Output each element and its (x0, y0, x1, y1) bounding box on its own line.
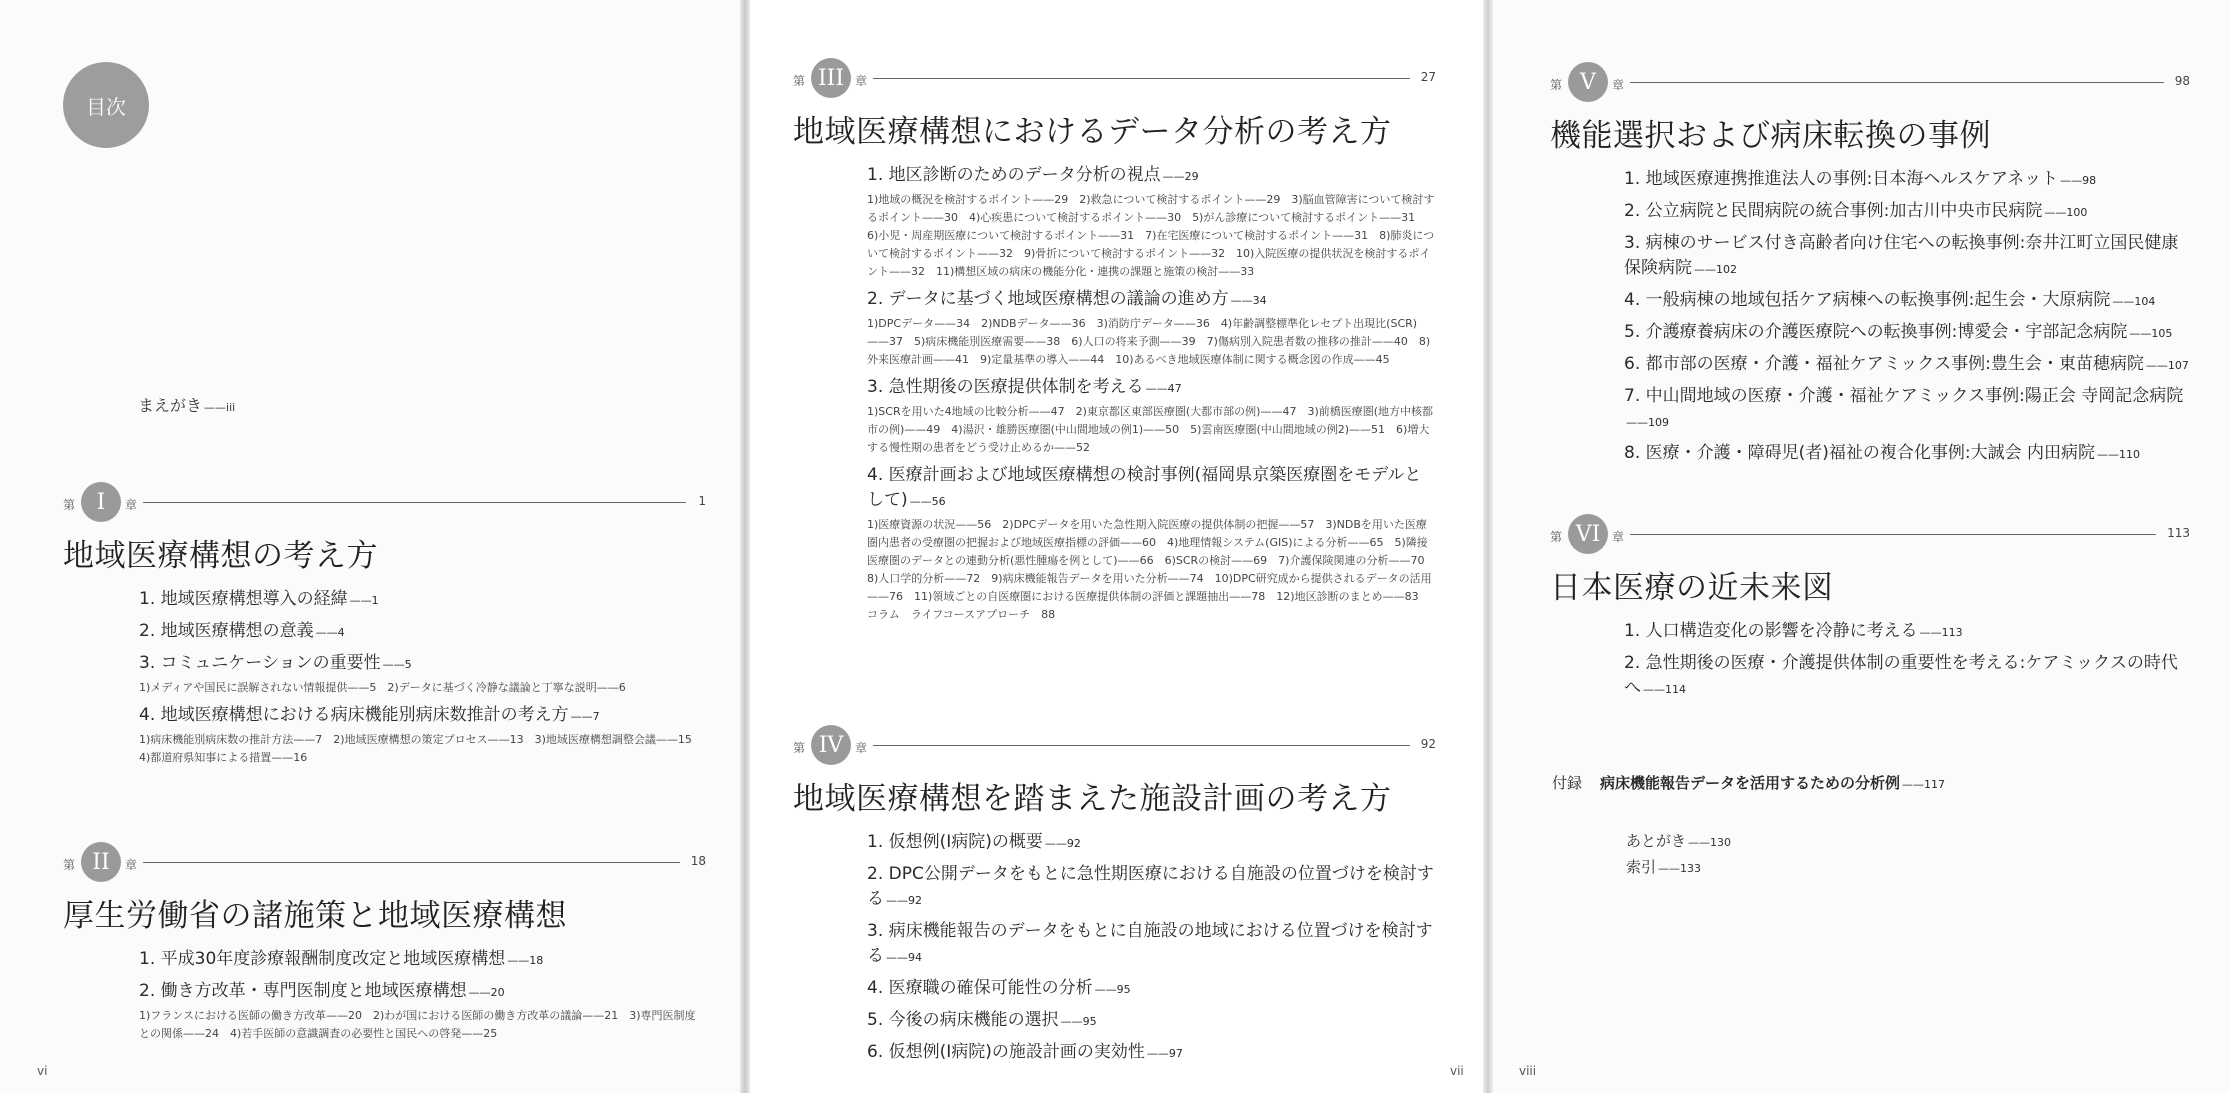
chapter-prefix: 第 (63, 498, 76, 512)
entry-label: 7. 中山間地域の医療・介護・福祉ケアミックス事例:陽正会 寺岡記念病院 (1624, 386, 2184, 406)
section-list (867, 830, 1436, 1066)
entry-page: 7 (592, 710, 600, 723)
chapter-suffix: 章 (125, 858, 138, 872)
toc-entry[interactable]: 1. 平成30年度診療報酬制度改定と地域医療構想 ——18 (139, 949, 544, 969)
toc-entry[interactable]: 4. 地域医療構想における病床機能別病床数推計の考え方 ——7 (139, 705, 600, 725)
entry-label: 3. 病棟のサービス付き高齢者向け住宅への転換事例:奈井江町立国民健康保険病院 (1624, 233, 2179, 278)
toc-entry-sakuin[interactable]: 索引 ——133 (1626, 858, 1702, 876)
chapter-suffix: 章 (125, 498, 138, 512)
subsection-list: 1)医療資源の状況——56 2)DPCデータを用いた急性期入院医療の提供体制の把握——57 3)NDBを用いた医療圏内患者の受療圏の把握および地域医療指標の評価——60 4)地理情報システム(GIS)による分析——65 5)隣接医療圏のデータとの連動分析(悪性腫瘍を例として)——66 6)SCRの検討——69 7)介護保険関連の分析——70 8)人口学的分析——72 9)病床機能報告データを用いた分析——74 10)DPC研究成から提供されるデータの活用——76 11)領域ごとの自医療圏における医療提供体制の評価と課題抽出——78 12)地区診断のまとめ——83 コラム ライフコースアプローチ 88 (867, 518, 1436, 621)
subsection-list: 1)病床機能別病床数の推計方法——7 2)地域医療構想の策定プロセス——13 3)地域医療構想調整会議——15 4)都道府県知事による措置——16 (139, 733, 703, 764)
entry-page: 95 (1082, 1015, 1097, 1028)
entry-page: 130 (1710, 836, 1732, 849)
toc-entry[interactable]: 2. 急性期後の医療・介護提供体制の重要性を考える:ケアミックスの時代へ ——114 (1624, 653, 2178, 698)
toc-entry[interactable]: 8. 医療・介護・障碍児(者)福祉の複合化事例:大誠会 内田病院 ——110 (1624, 443, 2141, 463)
entry-page: 34 (1252, 294, 1267, 307)
toc-entry[interactable]: 5. 今後の病床機能の選択 ——95 (867, 1010, 1097, 1030)
toc-entry[interactable]: 1. 人口構造変化の影響を冷静に考える ——113 (1624, 621, 1963, 641)
chapter-rule (1630, 534, 2156, 535)
entry-label: 2. DPC公開データをもとに急性期医療における自施設の位置づけを検討する (867, 864, 1434, 909)
toc-entry[interactable]: 6. 都市部の医療・介護・福祉ケアミックス事例:豊生会・東苗穂病院 ——107 (1624, 354, 2189, 374)
entry-label: 2. データに基づく地域医療構想の議論の進め方 (867, 289, 1229, 309)
chapter-number: I (96, 489, 106, 515)
toc-entry[interactable]: 1. 地域医療連携推進法人の事例:日本海ヘルスケアネット ——98 (1624, 169, 2097, 189)
entry-page: 107 (2167, 359, 2189, 372)
entry-page: 4 (337, 626, 345, 639)
page-gutter (1483, 0, 1493, 1093)
entry-label: 2. 公立病院と民間病院の統合事例:加古川中央市民病院 (1624, 201, 2043, 221)
entry-label: 6. 都市部の医療・介護・福祉ケアミックス事例:豊生会・東苗穂病院 (1624, 354, 2144, 374)
chapter-number-badge (811, 58, 851, 98)
entry-page: 56 (931, 495, 946, 508)
entry-page: 29 (1184, 170, 1199, 183)
section-list (139, 947, 706, 1043)
chapter-number-badge (811, 725, 851, 765)
entry-label: 1. 人口構造変化の影響を冷静に考える (1624, 621, 1918, 641)
chapter-6 (1550, 514, 2190, 702)
toc-entry[interactable]: 5. 介護療養病床の介護医療院への転換事例:博愛会・宇部記念病院 ——105 (1624, 322, 2173, 342)
chapter-prefix: 第 (1550, 78, 1563, 92)
entry-label: まえがき (138, 396, 203, 415)
toc-entry[interactable]: 3. 病床機能報告のデータをもとに自施設の地域における位置づけを検討する ——94 (867, 921, 1433, 966)
chapter-title[interactable]: 地域医療構想におけるデータ分析の考え方 (793, 114, 1392, 150)
chapter-number-badge (81, 842, 121, 882)
toc-entry[interactable]: 7. 中山間地域の医療・介護・福祉ケアミックス事例:陽正会 寺岡記念病院——109 (1624, 386, 2184, 429)
chapter-title[interactable]: 地域医療構想を踏まえた施設計画の考え方 (793, 781, 1392, 817)
toc-entry[interactable]: 2. 公立病院と民間病院の統合事例:加古川中央市民病院 ——100 (1624, 201, 2088, 221)
chapter-rule (143, 862, 680, 863)
toc-entry[interactable]: 2. データに基づく地域医療構想の議論の進め方 ——34 (867, 289, 1267, 309)
entry-page: 97 (1168, 1047, 1183, 1060)
subsection-list: 1)地域の概況を検討するポイント——29 2)救急について検討するポイント——29 3)脳血管障害について検討するポイント——30 4)心疾患について検討するポイント——30 5)がん診療について検討するポイント——31 6)小児・周産期医療について検討するポイント——31 7)在宅医療について検討するポイント——31 8)肺炎について検討するポイント——32 9)骨折について検討するポイント——32 10)入院医療の提供状況を検討するポイント——32 11)構想区域の病床の機能分化・連携の課題と施策の検討——33 (867, 193, 1435, 278)
entry-label: 3. 病床機能報告のデータをもとに自施設の地域における位置づけを検討する (867, 921, 1433, 966)
entry-page: 113 (1941, 626, 1963, 639)
chapter-prefix: 第 (1550, 530, 1563, 544)
folio-middle: vii (1450, 1064, 1464, 1078)
entry-page: 47 (1167, 382, 1182, 395)
entry-page: 92 (908, 894, 922, 907)
entry-page: 100 (2066, 206, 2088, 219)
chapter-page: 27 (1420, 70, 1436, 84)
entry-page: iii (226, 401, 236, 414)
entry-label: 5. 今後の病床機能の選択 (867, 1010, 1059, 1030)
chapter-title[interactable]: 厚生労働省の諸施策と地域医療構想 (63, 898, 567, 934)
toc-label: 目次 (86, 94, 126, 119)
entry-page: 109 (1648, 416, 1669, 429)
entry-label: 2. 急性期後の医療・介護提供体制の重要性を考える:ケアミックスの時代へ (1624, 653, 2178, 698)
entry-label: 4. 地域医療構想における病床機能別病床数推計の考え方 (139, 705, 569, 725)
toc-entry[interactable]: 1. 地域医療構想導入の経緯 ——1 (139, 589, 379, 609)
entry-page: 102 (1716, 263, 1737, 276)
toc-entry[interactable]: 4. 一般病棟の地域包括ケア病棟への転換事例:起生会・大原病院 ——104 (1624, 290, 2156, 310)
toc-entry-appendix[interactable]: 付録 病床機能報告データを活用するための分析例 ——117 (1552, 774, 1946, 792)
chapter-rule (1630, 82, 2164, 83)
toc-entry[interactable]: 2. 地域医療構想の意義 ——4 (139, 621, 345, 641)
appendix-title: 病床機能報告データを活用するための分析例 (1600, 774, 1901, 792)
entry-label: 4. 医療職の確保可能性の分析 (867, 978, 1093, 998)
entry-label: 1. 仮想例(I病院)の概要 (867, 832, 1043, 852)
entry-page: 95 (1116, 983, 1131, 996)
entry-label: あとがき (1626, 832, 1687, 850)
chapter-suffix: 章 (855, 74, 868, 88)
toc-entry[interactable]: 4. 医療職の確保可能性の分析 ——95 (867, 978, 1131, 998)
folio-left: vi (37, 1064, 48, 1078)
entry-page: 94 (908, 951, 922, 964)
chapter-title[interactable]: 地域医療構想の考え方 (63, 538, 378, 574)
page-gutter (740, 0, 750, 1093)
chapter-prefix: 第 (63, 858, 76, 872)
entry-label: 5. 介護療養病床の介護医療院への転換事例:博愛会・宇部記念病院 (1624, 322, 2128, 342)
toc-entry[interactable]: 3. 急性期後の医療提供体制を考える ——47 (867, 377, 1182, 397)
toc-entry[interactable]: 2. DPC公開データをもとに急性期医療における自施設の位置づけを検討する ——92 (867, 864, 1434, 909)
chapter-page: 98 (2174, 74, 2190, 88)
entry-page: 20 (490, 986, 505, 999)
section-list (139, 587, 706, 767)
toc-entry[interactable]: 6. 仮想例(I病院)の施設計画の実効性 ——97 (867, 1042, 1183, 1062)
toc-entry[interactable]: 3. コミュニケーションの重要性 ——5 (139, 653, 412, 673)
chapter-page: 92 (1420, 737, 1436, 751)
subsection-list: 1)SCRを用いた4地域の比較分析——47 2)東京都区東部医療圏(大都市部の例)——47 3)前橋医療圏(地方中核都市の例)——49 4)湯沢・雄勝医療圏(中山間地域の例1)——50 5)雲南医療圏(中山間地域の例2)——51 6)増大する慢性期の患者をどう受け止めるか——52 (867, 405, 1434, 454)
entry-label: 1. 地区診断のためのデータ分析の視点 (867, 165, 1161, 185)
entry-label: 1. 平成30年度診療報酬制度改定と地域医療構想 (139, 949, 506, 969)
entry-label: 4. 医療計画および地域医療構想の検討事例(福岡県京築医療圏をモデルとして) (867, 465, 1422, 510)
chapter-rule (873, 78, 1410, 79)
entry-label: 4. 一般病棟の地域包括ケア病棟への転換事例:起生会・大原病院 (1624, 290, 2111, 310)
toc-entry[interactable]: 3. 病棟のサービス付き高齢者向け住宅への転換事例:奈井江町立国民健康保険病院 ——102 (1624, 233, 2179, 278)
chapter-prefix: 第 (793, 74, 806, 88)
chapter-number: VI (1575, 521, 1601, 547)
section-list (1624, 167, 2190, 467)
chapter-number: II (92, 849, 110, 875)
toc-entry-maegaki[interactable]: まえがき ——iii (138, 396, 236, 415)
chapter-2 (63, 842, 706, 1043)
subsection-list: 1)DPCデータ——34 2)NDBデータ——36 3)消防庁データ——36 4)年齢調整標準化レセプト出現比(SCR)——37 5)病床機能別医療需要——38 6)人口の将来予測——39 7)傷病別入院患者数の推移の推計——40 8)外来医療計画——41 9)定量基準の導入——44 10)あるべき地域医療体制に関する概念図の作成——45 (867, 317, 1431, 366)
entry-label: 8. 医療・介護・障碍児(者)福祉の複合化事例:大誠会 内田病院 (1624, 443, 2096, 463)
entry-page: 5 (404, 658, 412, 671)
toc-entry[interactable]: 1. 仮想例(I病院)の概要 ——92 (867, 832, 1081, 852)
chapter-page: 1 (698, 494, 706, 508)
chapter-page: 113 (2167, 526, 2190, 540)
section-list (1624, 619, 2190, 702)
subsection-list: 1)フランスにおける医師の働き方改革——20 2)わが国における医師の働き方改革の議論——21 3)専門医制度との関係——24 4)若手医師の意識調査の必要性と国民への啓発——25 (139, 1009, 696, 1040)
subsection-list: 1)メディアや国民に誤解されない情報提供——5 2)データに基づく冷静な議論と丁寧な説明——6 (139, 681, 626, 694)
entry-label: 1. 地域医療構想導入の経緯 (139, 589, 348, 609)
entry-page: 1 (371, 594, 379, 607)
folio-right: viii (1519, 1064, 1537, 1078)
entry-page: 98 (2082, 174, 2097, 187)
chapter-number: III (817, 65, 845, 91)
entry-page: 18 (529, 954, 544, 967)
chapter-rule (143, 502, 686, 503)
toc-entry-atogaki[interactable]: あとがき ——130 (1626, 832, 1732, 850)
chapter-title[interactable]: 機能選択および病床転換の事例 (1550, 118, 1991, 154)
entry-page: 110 (2119, 448, 2141, 461)
toc-entry[interactable]: 4. 医療計画および地域医療構想の検討事例(福岡県京築医療圏をモデルとして) ——56 (867, 465, 1422, 510)
section-list (867, 163, 1436, 624)
chapter-suffix: 章 (855, 741, 868, 755)
chapter-number: IV (818, 732, 844, 758)
entry-label: 1. 地域医療連携推進法人の事例:日本海ヘルスケアネット (1624, 169, 2059, 189)
entry-label: 2. 地域医療構想の意義 (139, 621, 314, 641)
chapter-number: V (1580, 69, 1596, 95)
chapter-suffix: 章 (1612, 78, 1625, 92)
chapter-suffix: 章 (1612, 530, 1625, 544)
entry-label: 6. 仮想例(I病院)の施設計画の実効性 (867, 1042, 1145, 1062)
entry-page: 105 (2151, 327, 2173, 340)
chapter-number-badge (81, 482, 121, 522)
appendix-label: 付録 (1552, 774, 1583, 792)
entry-label: 3. コミュニケーションの重要性 (139, 653, 381, 673)
chapter-4 (793, 725, 1436, 1066)
chapter-5 (1550, 62, 2190, 467)
entry-page: 133 (1680, 862, 1702, 875)
entry-page: 114 (1665, 683, 1686, 696)
entry-page: 117 (1924, 778, 1946, 791)
entry-label: 2. 働き方改革・専門医制度と地域医療構想 (139, 981, 467, 1001)
entry-label: 3. 急性期後の医療提供体制を考える (867, 377, 1144, 397)
entry-page: 104 (2134, 295, 2156, 308)
toc-entry[interactable]: 1. 地区診断のためのデータ分析の視点 ——29 (867, 165, 1199, 185)
chapter-title[interactable]: 日本医療の近未来図 (1550, 570, 1834, 606)
chapter-page: 18 (690, 854, 706, 868)
toc-entry[interactable]: 2. 働き方改革・専門医制度と地域医療構想 ——20 (139, 981, 505, 1001)
chapter-rule (873, 745, 1410, 746)
chapter-prefix: 第 (793, 741, 806, 755)
toc-label-badge (63, 62, 149, 148)
entry-label: 索引 (1626, 858, 1657, 876)
chapter-1 (63, 482, 706, 767)
chapter-number-badge (1568, 514, 1608, 554)
entry-page: 92 (1066, 837, 1081, 850)
chapter-number-badge (1568, 62, 1608, 102)
chapter-3 (793, 58, 1436, 624)
